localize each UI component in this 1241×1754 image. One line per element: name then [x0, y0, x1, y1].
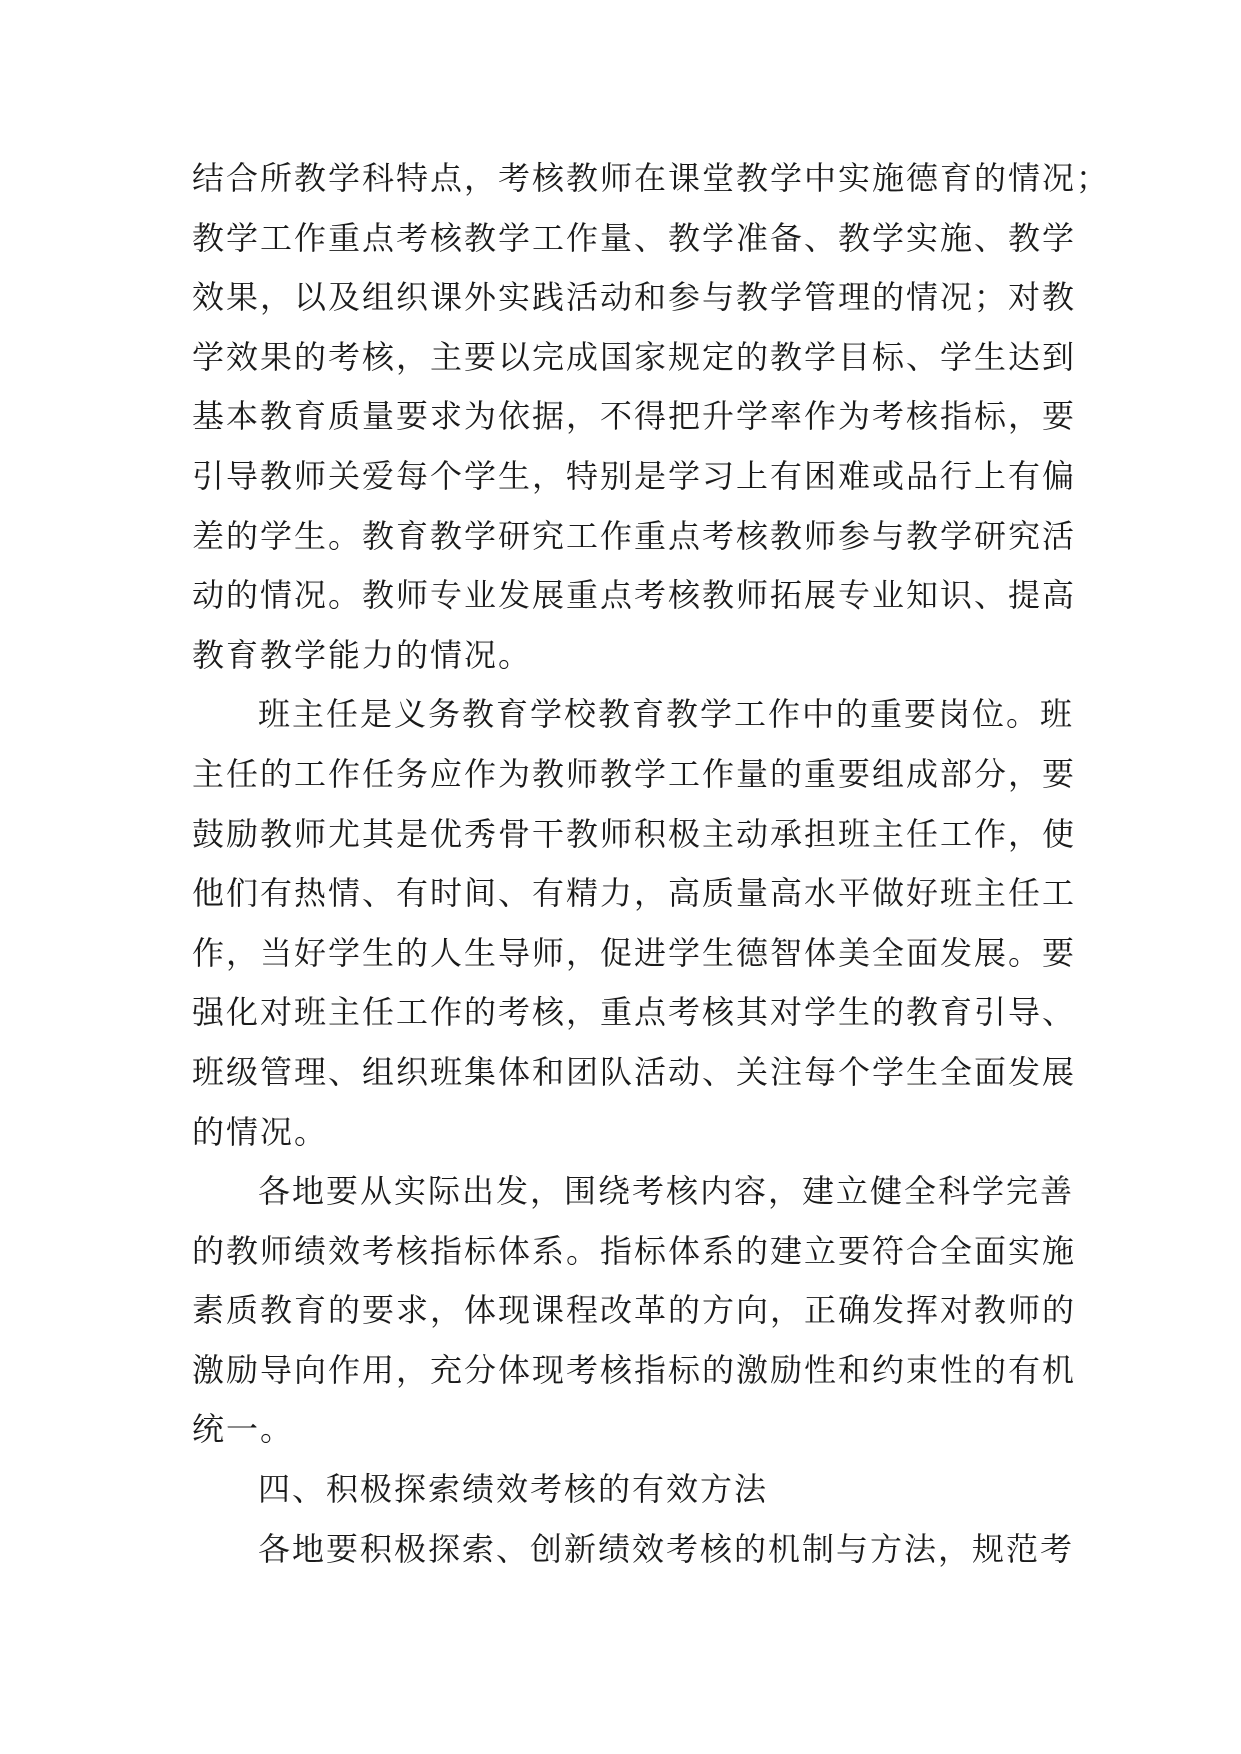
text-line: 作，当好学生的人生导师，促进学生德智体美全面发展。要 — [192, 933, 1077, 972]
text-line: 差的学生。教育教学研究工作重点考核教师参与教学研究活 — [192, 516, 1077, 555]
text-line: 班主任是义务教育学校教育教学工作中的重要岗位。班 — [258, 695, 1075, 734]
section-heading-text: 四、积极探索绩效考核的有效方法 — [258, 1470, 769, 1509]
text-line: 结合所教学科特点，考核教师在课堂教学中实施德育的情况； — [192, 159, 1111, 197]
text-line: 鼓励教师尤其是优秀骨干教师积极主动承担班主任工作，使 — [192, 814, 1077, 853]
text-line: 的教师绩效考核指标体系。指标体系的建立要符合全面实施 — [192, 1231, 1077, 1270]
text-line: 教育教学能力的情况。 — [192, 635, 533, 674]
text-line: 各地要从实际出发，围绕考核内容，建立健全科学完善 — [258, 1172, 1075, 1211]
text-line: 他们有热情、有时间、有精力，高质量高水平做好班主任工 — [192, 874, 1077, 913]
document-body — [192, 158, 1111, 1588]
text-line: 统一。 — [192, 1410, 295, 1449]
text-line: 引导教师关爱每个学生，特别是学习上有困难或品行上有偏 — [192, 456, 1077, 495]
text-line: 基本教育质量要求为依据，不得把升学率作为考核指标，要 — [192, 397, 1077, 436]
text-line: 效果，以及组织课外实践活动和参与教学管理的情况；对教 — [192, 278, 1077, 317]
text-line: 强化对班主任工作的考核，重点考核其对学生的教育引导、 — [192, 993, 1077, 1032]
paragraph-assessment-methods — [192, 1529, 1075, 1589]
text-line: 主任的工作任务应作为教师教学工作量的重要组成部分，要 — [192, 754, 1077, 793]
text-line: 激励导向作用，充分体现考核指标的激励性和约束性的有机 — [192, 1350, 1077, 1389]
text-line: 各地要积极探索、创新绩效考核的机制与方法，规范考 — [258, 1529, 1075, 1568]
text-line: 教学工作重点考核教学工作量、教学准备、教学实施、教学 — [192, 218, 1077, 257]
text-line: 动的情况。教师专业发展重点考核教师拓展专业知识、提高 — [192, 576, 1077, 615]
paragraph-teaching-assessment — [192, 158, 1111, 694]
section-heading — [192, 1469, 1072, 1529]
paragraph-indicator-system — [192, 1171, 1077, 1469]
text-line: 素质教育的要求，体现课程改革的方向，正确发挥对教师的 — [192, 1291, 1077, 1330]
text-line: 的情况。 — [192, 1112, 329, 1151]
paragraph-class-teacher — [192, 694, 1077, 1171]
text-line: 班级管理、组织班集体和团队活动、关注每个学生全面发展 — [192, 1052, 1077, 1091]
text-line: 学效果的考核，主要以完成国家规定的教学目标、学生达到 — [192, 337, 1077, 376]
